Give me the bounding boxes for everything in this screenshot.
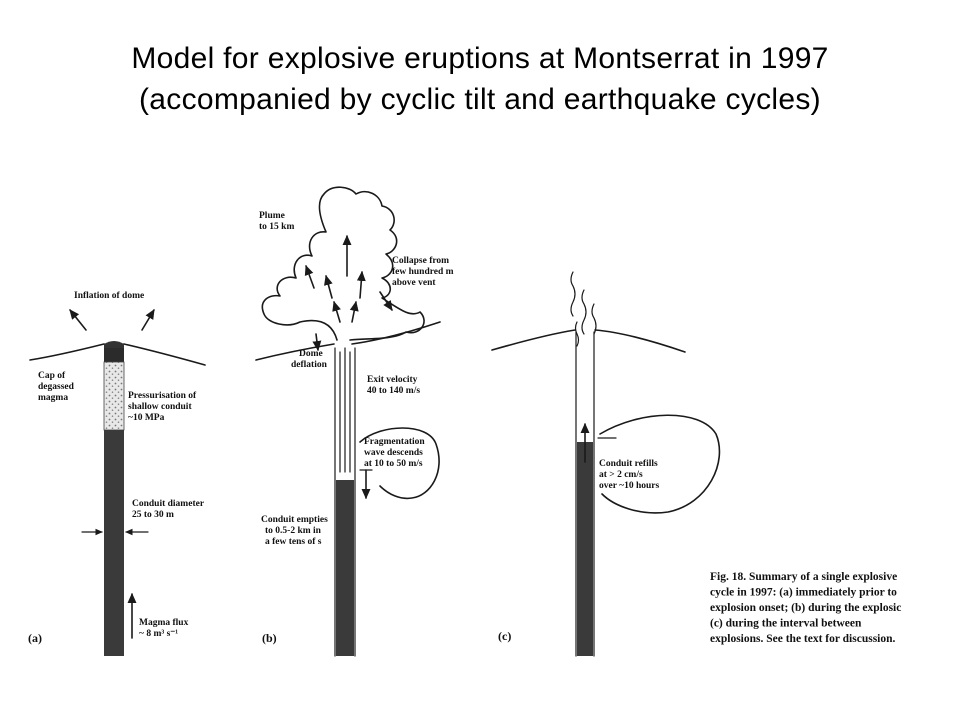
panel-b-letter: (b) bbox=[262, 631, 277, 645]
panel-c-gas-wisp-1 bbox=[571, 272, 575, 316]
panel-a-degassed-cap bbox=[104, 348, 124, 362]
slide-title bbox=[0, 38, 960, 120]
panel-a-inflation-label: Inflation of dome bbox=[74, 291, 145, 301]
panel-a-pressurised-zone bbox=[104, 362, 124, 430]
eruption-model-diagram bbox=[0, 172, 960, 665]
panel-c-ground-right bbox=[595, 330, 685, 352]
panel-a bbox=[28, 291, 206, 656]
panel-a-conduit-magma bbox=[104, 430, 124, 656]
scanned-figure bbox=[0, 172, 960, 665]
panel-b-fragmentation-label: Fragmentation wave descends at 10 to 50 m/s bbox=[364, 437, 425, 469]
panel-c-refills-label: Conduit refills at > 2 cm/s over ~10 hours bbox=[599, 459, 660, 491]
panel-c-ground-left bbox=[492, 330, 575, 350]
panel-b-plume-arrow-3 bbox=[326, 276, 332, 298]
panel-b-plume-arrow-4 bbox=[360, 272, 362, 298]
slide-title-line-2: (accompanied by cyclic tilt and earthquake cycles) bbox=[139, 83, 821, 116]
panel-c-conduit-magma bbox=[577, 442, 593, 656]
panel-b-collapse-arrow bbox=[380, 292, 392, 310]
figure-caption: Fig. 18. Summary of a single explosive cycle in 1997: (a) immediately prior to explosion onset; (b) during the explosic (c) during the interval between explosions. See the text for discussion. bbox=[710, 571, 902, 645]
panel-b-ground-right bbox=[352, 322, 440, 344]
panel-b-plume-arrow-2 bbox=[306, 266, 314, 288]
panel-c bbox=[492, 272, 719, 656]
panel-a-flux-label: Magma flux ~ 8 m³ s⁻¹ bbox=[139, 618, 189, 639]
panel-b bbox=[256, 187, 456, 656]
panel-b-empties-label: Conduit empties to 0.5-2 km in a few tens of s bbox=[261, 515, 328, 547]
panel-b-plume-arrow-6 bbox=[352, 302, 356, 322]
panel-b-deflation-label: Dome deflation bbox=[291, 349, 327, 370]
panel-c-letter: (c) bbox=[498, 629, 512, 643]
panel-c-gas-wisp-3 bbox=[592, 304, 596, 334]
panel-b-conduit-magma bbox=[336, 480, 354, 656]
slide-title-line-1: Model for explosive eruptions at Montserrat in 1997 bbox=[131, 42, 829, 75]
panel-b-exit-label: Exit velocity 40 to 140 m/s bbox=[367, 375, 421, 396]
panel-b-plume-label: Plume to 15 km bbox=[259, 211, 295, 232]
panel-a-inflation-arrow-right bbox=[142, 310, 154, 330]
panel-a-cap-label: Cap of degassed magma bbox=[38, 371, 74, 403]
panel-b-plume-arrow-5 bbox=[334, 302, 340, 322]
panel-a-pressurisation-label: Pressurisation of shallow conduit ~10 MPa bbox=[128, 391, 197, 423]
panel-b-collapse-label: Collapse from few hundred m above vent bbox=[392, 256, 454, 288]
panel-a-inflation-arrow-left bbox=[70, 310, 86, 330]
panel-a-diameter-label: Conduit diameter 25 to 30 m bbox=[132, 499, 204, 520]
panel-c-gas-wisp-2 bbox=[582, 290, 586, 334]
panel-a-letter: (a) bbox=[28, 631, 42, 645]
